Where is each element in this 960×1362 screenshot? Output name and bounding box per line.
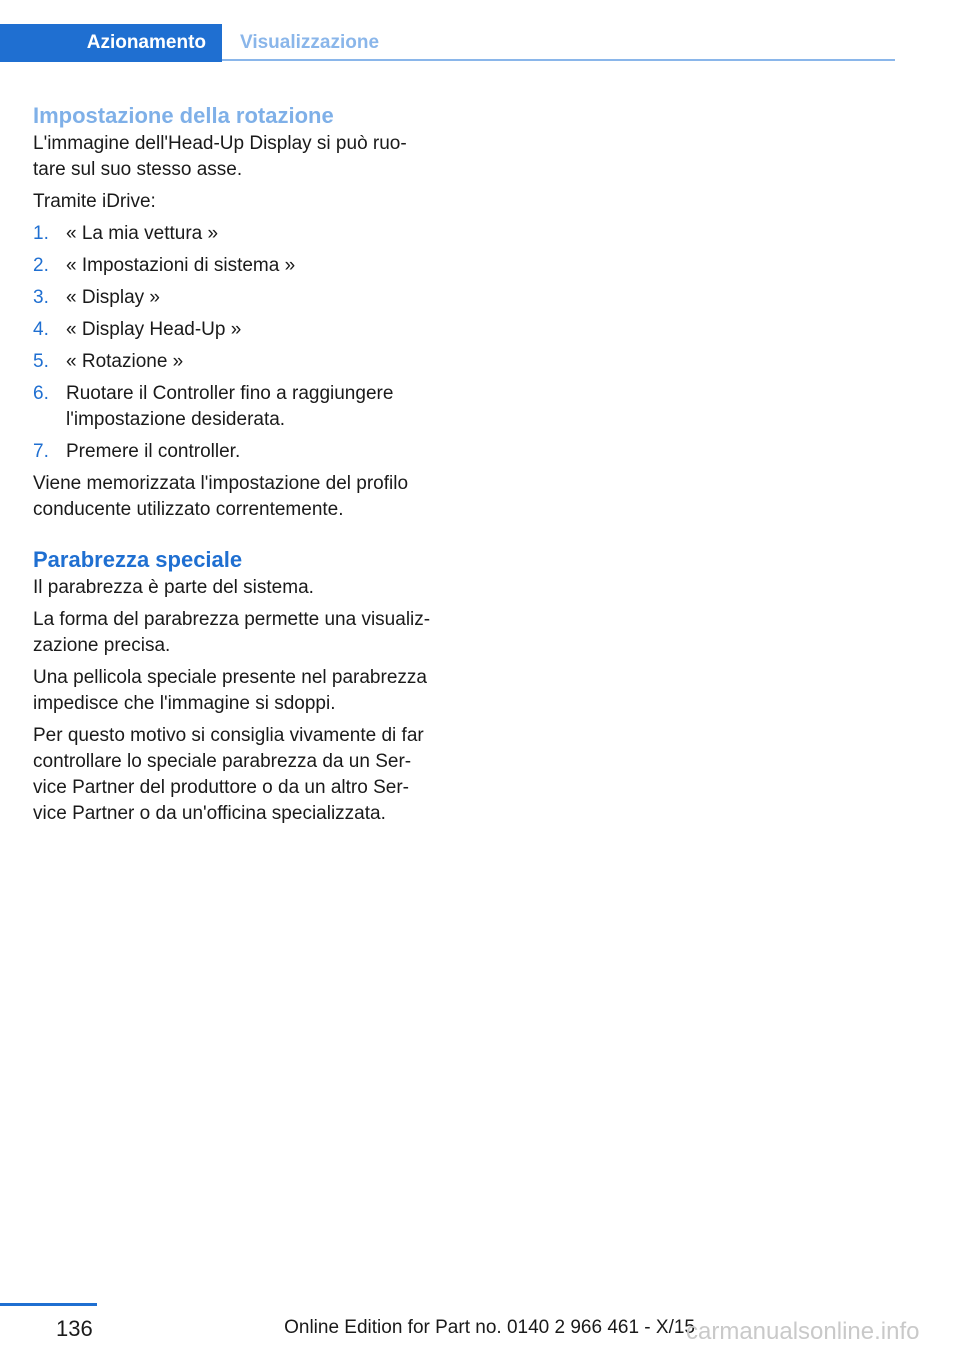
step-text: « Display » [66, 287, 160, 308]
edition-label: Online Edition for Part no. 0140 2 966 461 - X/15 [284, 1317, 695, 1338]
step-text: « Rotazione » [66, 351, 184, 372]
step-text: « La mia vettura » [66, 223, 219, 244]
step-text-cont: l'impostazione desiderata. [66, 409, 286, 430]
profile-note: Viene memorizzata l'impostazione del profilo conducente utilizzato correntemente. [33, 473, 409, 520]
list-item [33, 285, 443, 311]
windshield-heading: Parabrezza speciale [33, 547, 243, 572]
step-number: 4. [33, 319, 49, 340]
list-item [33, 381, 443, 433]
step-number: 1. [33, 223, 49, 244]
step-number: 5. [33, 351, 49, 372]
steps-list [33, 221, 443, 465]
rotation-heading: Impostazione della rotazione [33, 103, 334, 128]
page-header [0, 24, 895, 62]
page-number: 136 [56, 1316, 93, 1341]
watermark: carmanualsonline.info [686, 1318, 920, 1345]
step-number: 3. [33, 287, 49, 308]
step-text: Premere il controller. [66, 441, 241, 462]
step-number: 6. [33, 383, 49, 404]
step-text: « Display Head-Up » [66, 319, 242, 340]
windshield-p3: Una pellicola speciale presente nel parabrezza impedisce che l'immagine si sdoppi. [33, 667, 427, 714]
step-number: 2. [33, 255, 49, 276]
step-number: 7. [33, 441, 49, 462]
list-item [33, 317, 443, 343]
main-content [33, 101, 443, 833]
section-tab: Visualizzazione [240, 32, 380, 53]
list-item [33, 253, 443, 279]
chapter-tab: Azionamento [0, 24, 222, 62]
rotation-intro: L'immagine dell'Head-Up Display si può ruo‐ tare sul suo stesso asse. [33, 133, 407, 180]
list-item [33, 439, 443, 465]
step-text: « Impostazioni di sistema » [66, 255, 296, 276]
windshield-p2: La forma del parabrezza permette una visualiz‐ zazione precisa. [33, 609, 431, 656]
windshield-p4: Per questo motivo si consiglia vivamente di far controllare lo speciale parabrezza da un Ser‐ vice Partner del produttore o da un altro Ser‐ vice Partner o da un'officina specializzata. [33, 725, 424, 824]
list-item [33, 349, 443, 375]
step-text: Ruotare il Controller fino a raggiungere [66, 383, 394, 404]
idrive-label: Tramite iDrive: [33, 191, 156, 212]
windshield-p1: Il parabrezza è parte del sistema. [33, 577, 314, 598]
header-divider [222, 59, 895, 61]
list-item [33, 221, 443, 247]
footer-divider [0, 1303, 97, 1306]
